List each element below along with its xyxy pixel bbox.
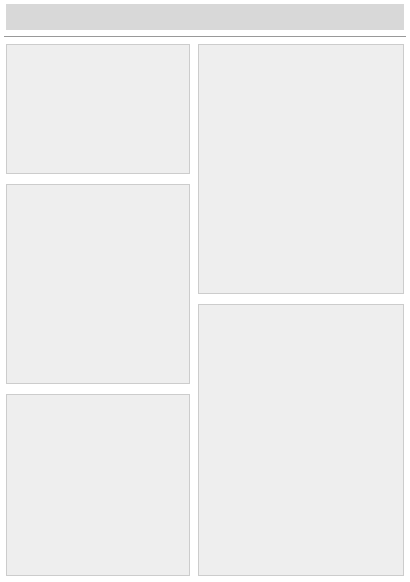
left-column-bottom xyxy=(6,394,190,576)
left-column-top xyxy=(6,44,190,174)
left-column-mid xyxy=(6,184,190,384)
right-column-top xyxy=(198,44,404,294)
headline-area xyxy=(6,4,404,30)
right-column-bottom xyxy=(198,304,404,576)
header-rule xyxy=(4,36,406,37)
